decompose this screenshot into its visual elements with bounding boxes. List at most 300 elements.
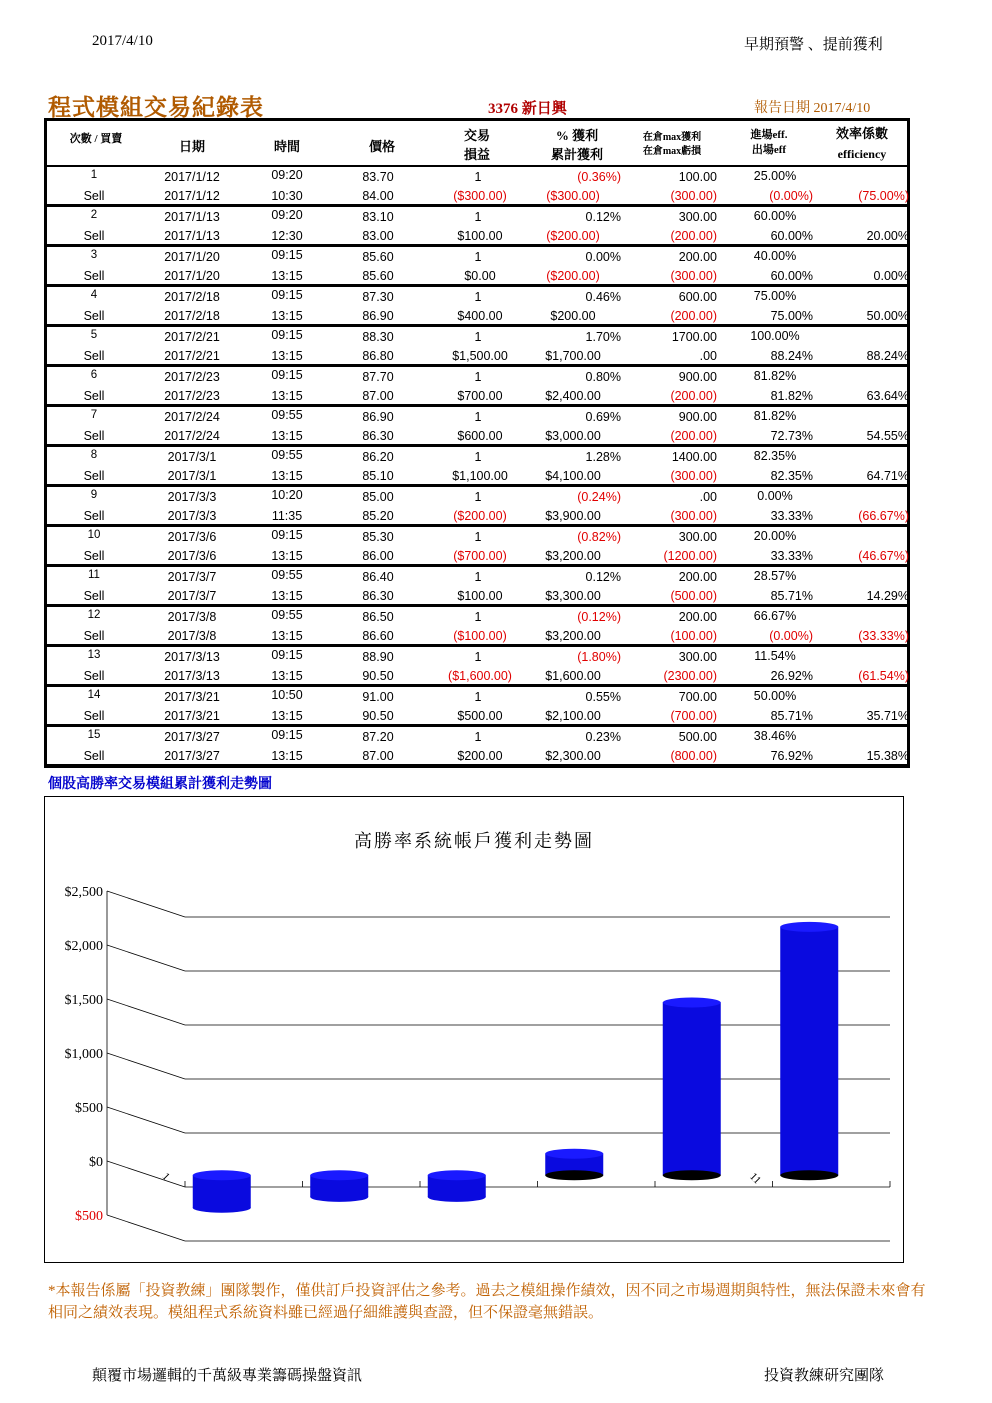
cell-e2: 60.00% — [770, 229, 813, 243]
cell-mx: 300.00 — [678, 210, 717, 224]
cell-d1: 2017/3/13 — [164, 650, 220, 664]
cell-e1: 75.00% — [753, 289, 797, 303]
cell-p1: 86.50 — [362, 610, 394, 624]
x-tick-label: 11 — [747, 1170, 764, 1187]
cell-p2: 87.00 — [362, 389, 394, 403]
cell-pct: 0.00% — [585, 250, 621, 264]
header-date: 2017/4/10 — [92, 33, 153, 49]
cell-side: Sell — [83, 269, 105, 283]
cell-pl: $0.00 — [464, 269, 496, 283]
cell-eff: 15.38% — [866, 749, 909, 763]
cell-qty: 1 — [474, 690, 482, 704]
col-time: 時間 — [273, 139, 300, 154]
y-tick-label: $2,500 — [64, 885, 103, 900]
cell-pl: $700.00 — [457, 389, 503, 403]
cell-side: Sell — [83, 669, 105, 683]
cell-d2: 2017/3/1 — [167, 469, 217, 483]
bar-body — [780, 927, 838, 1175]
cell-side: Sell — [83, 709, 105, 723]
footer-left: 顛覆市場邏輯的千萬級專業籌碼操盤資訊 — [92, 1368, 363, 1384]
cell-mx: 300.00 — [678, 650, 717, 664]
page-title: 程式模組交易紀錄表 — [48, 95, 264, 120]
bar — [545, 1149, 603, 1181]
cell-eff: (33.33%) — [858, 629, 909, 643]
bar-top-cap — [193, 1170, 251, 1180]
cell-p2: 86.80 — [362, 349, 394, 363]
cell-p2: 83.00 — [362, 229, 394, 243]
cell-cum: $1,600.00 — [545, 669, 601, 683]
col-exit-eff: 出場eff — [751, 144, 787, 156]
col-pct: % 獲利 — [555, 128, 599, 143]
cell-qty: 1 — [474, 530, 482, 544]
cell-side: Sell — [83, 429, 105, 443]
cell-cum: ($200.00) — [546, 229, 600, 243]
cell-e1: 100.00% — [750, 329, 800, 343]
profit-chart — [45, 797, 903, 1262]
cell-t1: 09:55 — [271, 608, 303, 622]
cell-eff: 88.24% — [866, 349, 909, 363]
cell-pct: 0.12% — [585, 570, 621, 584]
cell-qty: 1 — [474, 450, 482, 464]
cell-mn: (1200.00) — [663, 549, 717, 563]
cell-cum: $200.00 — [550, 309, 596, 323]
cell-qty: 1 — [474, 210, 482, 224]
grid-slant-line — [107, 1215, 185, 1241]
cell-pct: (0.12%) — [577, 610, 621, 624]
cell-eff: (75.00%) — [858, 189, 909, 203]
cell-qty: 1 — [474, 170, 482, 184]
grid-slant-line — [107, 945, 185, 971]
cell-side: Sell — [83, 509, 105, 523]
cell-pl: $100.00 — [457, 229, 503, 243]
cell-eff: (66.67%) — [858, 509, 909, 523]
cell-mx: 200.00 — [678, 610, 717, 624]
cell-e1: 0.00% — [757, 489, 793, 503]
cell-eff: 54.55% — [866, 429, 909, 443]
cell-p2: 84.00 — [362, 189, 394, 203]
table-row — [47, 367, 907, 407]
cell-pct: (0.36%) — [577, 170, 621, 184]
cell-p2: 86.60 — [362, 629, 394, 643]
bar-top-cap — [428, 1170, 486, 1180]
cell-side: Sell — [83, 229, 105, 243]
cell-p2: 85.20 — [362, 509, 394, 523]
cell-cum: $2,400.00 — [545, 389, 601, 403]
cell-d1: 2017/3/3 — [167, 490, 217, 504]
cell-d2: 2017/3/3 — [167, 509, 217, 523]
cell-mn: (800.00) — [670, 749, 717, 763]
cell-t1: 09:55 — [271, 568, 303, 582]
cell-mx: 900.00 — [678, 370, 717, 384]
cell-pl: ($100.00) — [453, 629, 507, 643]
cell-t1: 09:20 — [271, 208, 303, 222]
cell-t2: 13:15 — [271, 469, 303, 483]
cell-t1: 09:55 — [271, 448, 303, 462]
table-row — [47, 207, 907, 247]
cell-d2: 2017/3/21 — [164, 709, 220, 723]
bar-bottom-cap — [310, 1192, 368, 1202]
cell-pl: ($200.00) — [453, 509, 507, 523]
cell-e1: 20.00% — [753, 529, 797, 543]
y-tick-label: $500 — [75, 1101, 103, 1116]
cell-d1: 2017/1/20 — [164, 250, 220, 264]
col-count-side: 次數 / 買賣 — [69, 133, 123, 145]
cell-cum: $2,100.00 — [545, 709, 601, 723]
cell-mn: (200.00) — [670, 389, 717, 403]
cell-p1: 88.30 — [362, 330, 394, 344]
cell-pl: ($700.00) — [453, 549, 507, 563]
cell-p2: 86.00 — [362, 549, 394, 563]
cell-e1: 28.57% — [753, 569, 797, 583]
grid-slant-line — [107, 1053, 185, 1079]
table-row — [47, 167, 907, 207]
cell-pct: 1.28% — [585, 450, 621, 464]
cell-no: 14 — [87, 689, 101, 701]
cell-p1: 85.60 — [362, 250, 394, 264]
cell-p1: 91.00 — [362, 690, 394, 704]
cell-p2: 85.60 — [362, 269, 394, 283]
cell-d2: 2017/1/12 — [164, 189, 220, 203]
bar-top-cap — [780, 922, 838, 932]
cell-d2: 2017/3/27 — [164, 749, 220, 763]
cell-e1: 11.54% — [754, 649, 796, 663]
cell-t1: 10:50 — [271, 688, 303, 702]
cell-no: 15 — [87, 729, 101, 741]
bar-bottom-cap — [193, 1203, 251, 1213]
bar-top-cap — [663, 998, 721, 1008]
cell-mx: 100.00 — [678, 170, 717, 184]
bar — [428, 1170, 486, 1202]
cell-pl: $600.00 — [457, 429, 503, 443]
cell-t1: 10:20 — [271, 488, 303, 502]
cell-mn: (300.00) — [670, 269, 717, 283]
cell-qty: 1 — [474, 490, 482, 504]
x-tick-label: 1 — [159, 1170, 173, 1184]
cell-mn: (2300.00) — [663, 669, 717, 683]
cell-d1: 2017/2/23 — [164, 370, 220, 384]
cell-no: 6 — [90, 369, 98, 381]
cell-e2: 82.35% — [770, 469, 813, 483]
cell-eff: 0.00% — [873, 269, 909, 283]
bar — [193, 1170, 251, 1212]
cell-d1: 2017/1/12 — [164, 170, 220, 184]
cell-e2: (0.00%) — [769, 629, 813, 643]
cell-e1: 81.82% — [753, 369, 797, 383]
cell-mn: (300.00) — [670, 509, 717, 523]
table-row — [47, 727, 907, 767]
cell-d2: 2017/1/20 — [164, 269, 220, 283]
bar-top-cap — [310, 1170, 368, 1180]
cell-t2: 12:30 — [271, 229, 303, 243]
cell-d2: 2017/2/21 — [164, 349, 220, 363]
cell-mx: .00 — [699, 490, 717, 504]
cell-e2: 81.82% — [770, 389, 813, 403]
col-date: 日期 — [178, 139, 205, 154]
stock-label: 3376 新日興 — [488, 101, 567, 117]
cell-p1: 85.30 — [362, 530, 394, 544]
cell-d2: 2017/2/23 — [164, 389, 220, 403]
cell-d1: 2017/3/6 — [167, 530, 217, 544]
cell-mx: 500.00 — [678, 730, 717, 744]
cell-no: 9 — [90, 489, 98, 501]
y-tick-label: $500 — [75, 1209, 103, 1224]
table-row — [47, 527, 907, 567]
cell-qty: 1 — [474, 250, 482, 264]
cell-d2: 2017/3/13 — [164, 669, 220, 683]
cell-pct: (0.82%) — [577, 530, 621, 544]
cell-e2: 85.71% — [770, 709, 813, 723]
cell-side: Sell — [83, 189, 105, 203]
cell-e1: 50.00% — [753, 689, 797, 703]
cell-no: 2 — [90, 209, 98, 221]
cell-t1: 09:15 — [271, 288, 303, 302]
cell-qty: 1 — [474, 370, 482, 384]
cell-pl: ($300.00) — [453, 189, 507, 203]
cell-cum: $1,700.00 — [545, 349, 601, 363]
cell-side: Sell — [83, 469, 105, 483]
cell-mn: (100.00) — [670, 629, 717, 643]
cell-eff: 35.71% — [866, 709, 909, 723]
cell-mx: 300.00 — [678, 530, 717, 544]
cell-t1: 09:15 — [271, 368, 303, 382]
cell-no: 7 — [90, 409, 98, 421]
cell-no: 4 — [90, 289, 98, 301]
cell-pct: 0.80% — [585, 370, 621, 384]
col-price: 價格 — [368, 139, 395, 154]
table-row — [47, 687, 907, 727]
cell-pl: $200.00 — [457, 749, 503, 763]
cell-e2: 60.00% — [770, 269, 813, 283]
cell-t2: 13:15 — [271, 749, 303, 763]
cell-p1: 87.30 — [362, 290, 394, 304]
table-header — [47, 121, 907, 167]
cell-pl: $1,500.00 — [452, 349, 508, 363]
cell-t1: 09:55 — [271, 408, 303, 422]
cell-cum: $3,200.00 — [545, 549, 601, 563]
cell-qty: 1 — [474, 730, 482, 744]
cell-t2: 13:15 — [271, 269, 303, 283]
cell-d1: 2017/2/24 — [164, 410, 220, 424]
bar — [310, 1170, 368, 1202]
cell-d1: 2017/3/1 — [167, 450, 217, 464]
cell-side: Sell — [83, 389, 105, 403]
cell-pct: 0.46% — [585, 290, 621, 304]
table-row — [47, 567, 907, 607]
cell-p1: 83.10 — [362, 210, 394, 224]
cell-d2: 2017/2/24 — [164, 429, 220, 443]
cell-t2: 13:15 — [271, 549, 303, 563]
cell-d2: 2017/3/7 — [167, 589, 217, 603]
cell-qty: 1 — [474, 330, 482, 344]
cell-t1: 09:15 — [271, 328, 303, 342]
cell-d2: 2017/2/18 — [164, 309, 220, 323]
cell-pl: $1,100.00 — [452, 469, 508, 483]
cell-e2: 72.73% — [770, 429, 813, 443]
cell-no: 3 — [90, 249, 98, 261]
cell-side: Sell — [83, 349, 105, 363]
cell-cum: $2,300.00 — [545, 749, 601, 763]
cell-mn: (200.00) — [670, 429, 717, 443]
cell-d1: 2017/3/27 — [164, 730, 220, 744]
y-tick-label: $2,000 — [64, 939, 103, 954]
col-pl: 損益 — [463, 147, 490, 162]
cell-t1: 09:15 — [271, 528, 303, 542]
cell-p1: 86.40 — [362, 570, 394, 584]
cell-pct: 0.55% — [585, 690, 621, 704]
cell-mx: 200.00 — [678, 250, 717, 264]
cell-e2: 76.92% — [770, 749, 813, 763]
cell-mx: 600.00 — [678, 290, 717, 304]
cell-no: 1 — [90, 169, 98, 181]
cell-cum: $3,200.00 — [545, 629, 601, 643]
cell-cum: $3,900.00 — [545, 509, 601, 523]
cell-mn: (200.00) — [670, 309, 717, 323]
bar-bottom-cap — [428, 1192, 486, 1202]
cell-e1: 25.00% — [753, 169, 797, 183]
grid-slant-line — [107, 999, 185, 1025]
cell-eff: 50.00% — [866, 309, 909, 323]
cell-cum: $3,000.00 — [545, 429, 601, 443]
cell-t2: 13:15 — [271, 309, 303, 323]
col-max-loss: 在倉max虧損 — [642, 146, 702, 157]
table-body — [47, 167, 907, 767]
chart-title: 高勝率系統帳戶獲利走勢圖 — [354, 831, 594, 851]
chart-box — [44, 796, 904, 1263]
table-row — [47, 287, 907, 327]
col-entry-eff: 進場eff. — [750, 129, 788, 141]
cell-qty: 1 — [474, 410, 482, 424]
bar — [780, 922, 838, 1180]
cell-p2: 90.50 — [362, 709, 394, 723]
cell-t2: 13:15 — [271, 389, 303, 403]
bar-bottom-cap — [545, 1170, 603, 1180]
cell-eff: 20.00% — [866, 229, 909, 243]
cell-side: Sell — [83, 629, 105, 643]
y-tick-label: $1,500 — [64, 993, 103, 1008]
cell-pct: (1.80%) — [577, 650, 621, 664]
cell-e2: 26.92% — [770, 669, 813, 683]
cell-cum: $4,100.00 — [545, 469, 601, 483]
cell-p2: 90.50 — [362, 669, 394, 683]
cell-side: Sell — [83, 309, 105, 323]
cell-eff: (61.54%) — [858, 669, 909, 683]
cell-pl: $400.00 — [457, 309, 503, 323]
cell-eff: 64.71% — [866, 469, 909, 483]
cell-p2: 86.90 — [362, 309, 394, 323]
cell-t2: 13:15 — [271, 629, 303, 643]
cell-mn: (300.00) — [670, 469, 717, 483]
cell-d2: 2017/3/8 — [167, 629, 217, 643]
report-date: 報告日期 2017/4/10 — [754, 101, 871, 116]
cell-e2: 88.24% — [770, 349, 813, 363]
cell-no: 11 — [88, 569, 100, 581]
table-row — [47, 327, 907, 367]
cell-e2: 33.33% — [770, 549, 813, 563]
cell-d1: 2017/3/21 — [164, 690, 220, 704]
cell-e2: 33.33% — [770, 509, 813, 523]
cell-t2: 13:15 — [271, 669, 303, 683]
cell-mx: 700.00 — [678, 690, 717, 704]
cell-t2: 13:15 — [271, 429, 303, 443]
cell-t1: 09:15 — [271, 248, 303, 262]
cell-mn: (300.00) — [670, 189, 717, 203]
cell-cum: ($300.00) — [546, 189, 600, 203]
cell-qty: 1 — [474, 290, 482, 304]
col-efficiency: 效率係數 — [835, 126, 888, 141]
cell-eff: (46.67%) — [858, 549, 909, 563]
cell-no: 8 — [90, 449, 98, 461]
cell-p1: 87.20 — [362, 730, 394, 744]
cell-p1: 88.90 — [362, 650, 394, 664]
cell-side: Sell — [83, 549, 105, 563]
cell-t1: 09:15 — [271, 728, 303, 742]
cell-eff: 14.29% — [866, 589, 909, 603]
cell-mx: 1700.00 — [671, 330, 717, 344]
table-row — [47, 647, 907, 687]
cell-qty: 1 — [474, 610, 482, 624]
cell-mx: 900.00 — [678, 410, 717, 424]
cell-e2: 85.71% — [770, 589, 813, 603]
cell-no: 12 — [87, 609, 101, 621]
trade-table — [44, 118, 910, 768]
cell-t2: 11:35 — [271, 509, 303, 523]
cell-p1: 86.20 — [362, 450, 394, 464]
cell-qty: 1 — [474, 650, 482, 664]
cell-p1: 83.70 — [362, 170, 394, 184]
bar-body — [663, 1003, 721, 1176]
cell-d2: 2017/1/13 — [164, 229, 220, 243]
cell-e1: 82.35% — [753, 449, 797, 463]
table-row — [47, 447, 907, 487]
cell-pl: $100.00 — [457, 589, 503, 603]
cell-d1: 2017/3/7 — [167, 570, 217, 584]
cell-t1: 09:20 — [271, 168, 303, 182]
col-cum: 累計獲利 — [550, 147, 603, 162]
y-tick-label: $0 — [89, 1155, 103, 1170]
disclaimer: *本報告係屬「投資教練」團隊製作，僅供訂戶投資評估之參考。過去之模組操作績效，因不同之市場週期與特性，無法保證未來會有相同之績效表現。模組程式系統資料雖已經過仔細維護與查證，但不保證毫無錯誤。 — [48, 1283, 926, 1321]
cell-t2: 13:15 — [271, 349, 303, 363]
table-row — [47, 487, 907, 527]
cell-p1: 87.70 — [362, 370, 394, 384]
grid-slant-line — [107, 1161, 185, 1187]
cell-mn: (700.00) — [670, 709, 717, 723]
bar-top-cap — [545, 1149, 603, 1159]
cell-e1: 60.00% — [753, 209, 797, 223]
y-tick-label: $1,000 — [64, 1047, 103, 1062]
cell-e2: 75.00% — [770, 309, 813, 323]
col-max-profit: 在倉max獲利 — [642, 132, 702, 143]
cell-pct: 0.23% — [585, 730, 621, 744]
bar-bottom-cap — [780, 1170, 838, 1180]
cell-p2: 87.00 — [362, 749, 394, 763]
grid-slant-line — [107, 891, 185, 917]
bar-bottom-cap — [663, 1170, 721, 1180]
cell-e1: 66.67% — [753, 609, 797, 623]
cell-side: Sell — [83, 749, 105, 763]
cell-pct: 1.70% — [585, 330, 621, 344]
cell-no: 10 — [87, 529, 101, 541]
cell-pl: $500.00 — [457, 709, 503, 723]
cell-d1: 2017/2/18 — [164, 290, 220, 304]
cell-p2: 86.30 — [362, 589, 394, 603]
cell-p1: 85.00 — [362, 490, 394, 504]
table-row — [47, 607, 907, 647]
cell-qty: 1 — [474, 570, 482, 584]
col-efficiency-en: efficiency — [837, 147, 887, 161]
cell-t2: 13:15 — [271, 589, 303, 603]
cell-pl: ($1,600.00) — [448, 669, 512, 683]
cell-cum: $3,300.00 — [545, 589, 601, 603]
